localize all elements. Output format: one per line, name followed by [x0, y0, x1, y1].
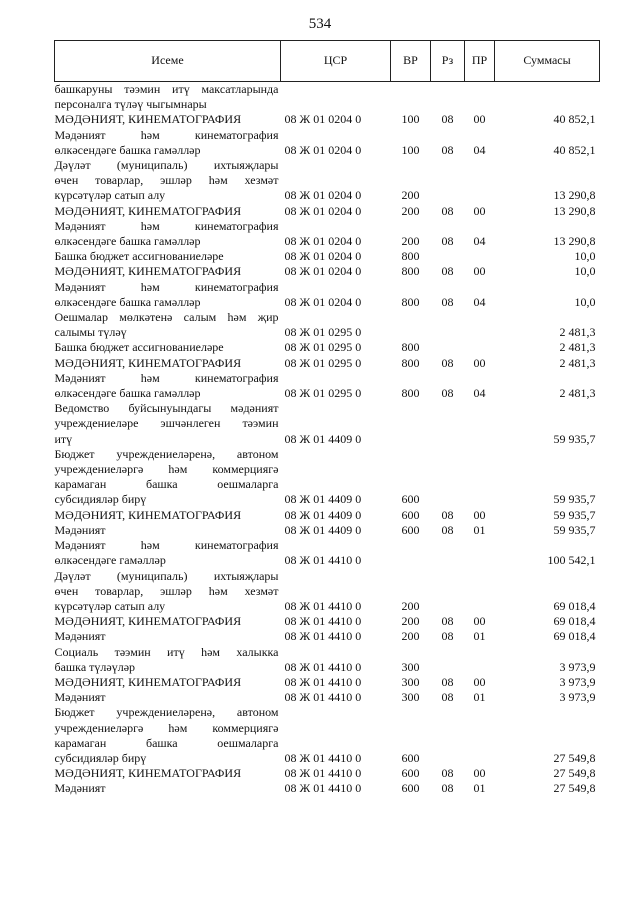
- cell-csr: 08 Ж 01 0204 0: [284, 112, 362, 127]
- cell-name-line: күрсәтүләр сатып алу: [54, 598, 166, 613]
- cell-pr: [465, 447, 495, 508]
- cell-vr: 800: [401, 294, 420, 309]
- cell-name-line: Мәдәният һәм кинематография: [54, 218, 279, 233]
- cell-sum: 100 542,1: [547, 553, 596, 568]
- cell-sum: 2 481,3: [559, 355, 596, 370]
- cell-name-line: персоналга түләү чыгымнары: [54, 97, 207, 112]
- cell-sum: 27 549,8: [553, 750, 596, 765]
- cell-name-line: МӘДӘНИЯТ, КИНЕМАТОГРАФИЯ: [54, 203, 242, 218]
- cell-vr: 600: [401, 781, 420, 796]
- cell-sum: 3 973,9: [559, 659, 596, 674]
- cell-name: [55, 371, 281, 401]
- cell-pr: [465, 310, 495, 340]
- cell-name-line: башкаруны тәэмин итү максатларында: [54, 82, 279, 96]
- cell-name-line: Мәдәният һәм кинематография: [54, 538, 279, 553]
- cell-csr: 08 Ж 01 0295 0: [284, 355, 362, 370]
- cell-vr: 300: [401, 659, 420, 674]
- cell-rz: [431, 569, 465, 615]
- cell-pr: 00: [473, 203, 486, 218]
- cell-sum: [495, 82, 600, 113]
- cell-rz: 08: [441, 781, 454, 796]
- cell-name-line: МӘДӘНИЯТ, КИНЕМАТОГРАФИЯ: [54, 674, 242, 689]
- cell-vr: [391, 401, 431, 447]
- cell-sum: 3 973,9: [559, 690, 596, 705]
- cell-vr: 200: [401, 234, 420, 249]
- cell-csr: 08 Ж 01 0204 0: [284, 249, 362, 264]
- cell-rz: 08: [441, 690, 454, 705]
- cell-csr: 08 Ж 01 0204 0: [284, 188, 362, 203]
- table-row: [55, 401, 600, 447]
- cell-name-line: салымы түләү: [54, 325, 127, 340]
- cell-vr: 800: [401, 386, 420, 401]
- cell-csr: 08 Ж 01 4409 0: [284, 492, 362, 507]
- cell-name-line: Мәдәният һәм кинематография: [54, 279, 279, 294]
- table-row: [55, 280, 600, 310]
- table-row: [55, 249, 600, 264]
- cell-sum: 59 935,7: [553, 507, 596, 522]
- cell-name: [55, 705, 281, 766]
- cell-rz: 08: [441, 355, 454, 370]
- cell-csr: 08 Ж 01 4409 0: [284, 522, 362, 537]
- cell-rz: [431, 447, 465, 508]
- cell-csr: 08 Ж 01 4410 0: [284, 674, 362, 689]
- cell-pr: 00: [473, 614, 486, 629]
- cell-csr: 08 Ж 01 4410 0: [284, 629, 362, 644]
- cell-name-line: карамаган башка оешмаларга: [54, 477, 279, 492]
- table-row: [55, 781, 600, 796]
- header-rz: Рз: [431, 41, 465, 82]
- cell-name: [55, 508, 281, 523]
- cell-rz: [431, 82, 465, 113]
- table-row: [55, 219, 600, 249]
- cell-name-line: Мәдәният: [54, 781, 106, 796]
- cell-name-line: субсидияләр бирү: [54, 750, 147, 765]
- cell-vr: 800: [401, 340, 420, 355]
- cell-name: [55, 523, 281, 538]
- cell-name: [55, 249, 281, 264]
- cell-sum: 13 290,8: [553, 234, 596, 249]
- cell-sum: 13 290,8: [553, 188, 596, 203]
- cell-rz: 08: [441, 766, 454, 781]
- cell-name-line: учреждениеләргә һәм коммерциягә: [54, 462, 279, 477]
- cell-csr: 08 Ж 01 0204 0: [284, 142, 362, 157]
- page-number: 534: [308, 16, 332, 32]
- cell-sum: 2 481,3: [559, 386, 596, 401]
- table-row: [55, 264, 600, 279]
- cell-name-line: МӘДӘНИЯТ, КИНЕМАТОГРАФИЯ: [54, 614, 242, 629]
- cell-pr: [465, 705, 495, 766]
- cell-vr: 600: [401, 750, 420, 765]
- cell-rz: 08: [441, 629, 454, 644]
- cell-rz: [431, 310, 465, 340]
- cell-name: [55, 690, 281, 705]
- cell-sum: 40 852,1: [553, 142, 596, 157]
- cell-csr: 08 Ж 01 4410 0: [284, 766, 362, 781]
- table-row: [55, 340, 600, 355]
- cell-name-line: өлкәсендәге башка гамәлләр: [54, 234, 201, 249]
- cell-csr: 08 Ж 01 4409 0: [284, 507, 362, 522]
- cell-csr: 08 Ж 01 0295 0: [284, 325, 362, 340]
- cell-name: [55, 569, 281, 615]
- cell-sum: 69 018,4: [553, 598, 596, 613]
- cell-name: [55, 401, 281, 447]
- cell-csr: 08 Ж 01 4410 0: [284, 614, 362, 629]
- cell-pr: 00: [473, 674, 486, 689]
- cell-name: [55, 766, 281, 781]
- cell-name-line: субсидияләр бирү: [54, 492, 147, 507]
- cell-name-line: МӘДӘНИЯТ, КИНЕМАТОГРАФИЯ: [54, 507, 242, 522]
- cell-name: [55, 280, 281, 310]
- cell-sum: 2 481,3: [559, 325, 596, 340]
- cell-name-line: итү: [54, 431, 73, 446]
- cell-name-line: учреждениеләргә һәм коммерциягә: [54, 720, 279, 735]
- cell-pr: [465, 401, 495, 447]
- cell-vr: 100: [401, 112, 420, 127]
- cell-name: [55, 82, 281, 113]
- cell-sum: 3 973,9: [559, 674, 596, 689]
- cell-name-line: МӘДӘНИЯТ, КИНЕМАТОГРАФИЯ: [54, 264, 242, 279]
- cell-rz: 08: [441, 234, 454, 249]
- table-body: [55, 82, 600, 797]
- cell-name: [55, 158, 281, 204]
- table-row: [55, 112, 600, 127]
- cell-sum: 59 935,7: [553, 431, 596, 446]
- cell-vr: 600: [401, 507, 420, 522]
- cell-name: [55, 310, 281, 340]
- cell-vr: 200: [401, 598, 420, 613]
- cell-vr: 200: [401, 203, 420, 218]
- cell-pr: 00: [473, 264, 486, 279]
- cell-csr: 08 Ж 01 0204 0: [284, 234, 362, 249]
- cell-name-line: өлкәсендәге башка гамәлләр: [54, 294, 201, 309]
- cell-pr: [465, 340, 495, 355]
- cell-name: [55, 219, 281, 249]
- header-name: Исеме: [55, 41, 281, 82]
- cell-name-line: өчен товарлар, эшләр һәм хезмәт: [54, 173, 279, 188]
- cell-name-line: Ведомство буйсынуындагы мәдәният: [54, 401, 279, 416]
- cell-pr: [465, 158, 495, 204]
- cell-name-line: Мәдәният һәм кинематография: [54, 370, 279, 385]
- cell-name-line: Мәдәният һәм кинематография: [54, 127, 279, 142]
- table-row: [55, 675, 600, 690]
- cell-name-line: МӘДӘНИЯТ, КИНЕМАТОГРАФИЯ: [54, 355, 242, 370]
- table-row: [55, 310, 600, 340]
- cell-rz: 08: [441, 522, 454, 537]
- cell-rz: 08: [441, 203, 454, 218]
- table-row: [55, 569, 600, 615]
- cell-name-line: Бюджет учреждениеләренә, автоном: [54, 705, 279, 720]
- header-pr: ПР: [465, 41, 495, 82]
- cell-vr: 300: [401, 674, 420, 689]
- cell-pr: 04: [473, 234, 486, 249]
- cell-rz: 08: [441, 614, 454, 629]
- cell-csr: 08 Ж 01 4410 0: [284, 553, 362, 568]
- header-sum: Суммасы: [495, 41, 600, 82]
- cell-csr: 08 Ж 01 0295 0: [284, 386, 362, 401]
- cell-name: [55, 356, 281, 371]
- table-row: [55, 538, 600, 568]
- cell-name: [55, 538, 281, 568]
- cell-sum: 10,0: [574, 294, 596, 309]
- cell-name-line: өлкәсендәге гамәлләр: [54, 553, 166, 568]
- cell-rz: [431, 538, 465, 568]
- cell-vr: [391, 82, 431, 113]
- cell-name-line: Мәдәният: [54, 690, 106, 705]
- table-row: [55, 690, 600, 705]
- cell-sum: 59 935,7: [553, 522, 596, 537]
- cell-name: [55, 128, 281, 158]
- cell-rz: [431, 705, 465, 766]
- cell-rz: 08: [441, 386, 454, 401]
- cell-name-line: учреждениеләре эшчәнлеген тәэмин: [54, 416, 279, 431]
- cell-vr: 100: [401, 142, 420, 157]
- table-row: [55, 614, 600, 629]
- cell-pr: 01: [473, 629, 486, 644]
- cell-name: [55, 614, 281, 629]
- cell-name-line: Башка бюджет ассигнованиеләре: [54, 249, 224, 264]
- cell-sum: 2 481,3: [559, 340, 596, 355]
- cell-rz: 08: [441, 294, 454, 309]
- table-row: [55, 82, 600, 113]
- cell-pr: 01: [473, 522, 486, 537]
- header-vr: ВР: [391, 41, 431, 82]
- cell-name-line: өлкәсендәге башка гамәлләр: [54, 386, 201, 401]
- cell-name: [55, 781, 281, 796]
- cell-pr: 00: [473, 766, 486, 781]
- cell-csr: 08 Ж 01 4410 0: [284, 781, 362, 796]
- cell-pr: [465, 538, 495, 568]
- cell-vr: 300: [401, 690, 420, 705]
- table-row: [55, 629, 600, 644]
- cell-name-line: Мәдәният: [54, 629, 106, 644]
- cell-name-line: Башка бюджет ассигнованиеләре: [54, 340, 224, 355]
- cell-rz: 08: [441, 674, 454, 689]
- cell-name-line: Дәүләт (муниципаль) ихтыяҗлары: [54, 568, 279, 583]
- cell-vr: 600: [401, 492, 420, 507]
- cell-rz: 08: [441, 112, 454, 127]
- cell-vr: 200: [401, 629, 420, 644]
- cell-sum: 40 852,1: [553, 112, 596, 127]
- cell-vr: [391, 538, 431, 568]
- cell-rz: 08: [441, 507, 454, 522]
- cell-pr: 04: [473, 294, 486, 309]
- cell-csr: 08 Ж 01 4410 0: [284, 750, 362, 765]
- budget-table: [54, 40, 600, 797]
- table-row: [55, 523, 600, 538]
- cell-pr: 04: [473, 386, 486, 401]
- table-row: [55, 204, 600, 219]
- cell-name-line: МӘДӘНИЯТ, КИНЕМАТОГРАФИЯ: [54, 112, 242, 127]
- header-csr: ЦСР: [281, 41, 391, 82]
- table-row: [55, 356, 600, 371]
- table-row: [55, 447, 600, 508]
- cell-vr: [391, 310, 431, 340]
- cell-name: [55, 340, 281, 355]
- cell-name-line: карамаган башка оешмаларга: [54, 735, 279, 750]
- table-row: [55, 645, 600, 675]
- cell-pr: 01: [473, 781, 486, 796]
- cell-name: [55, 204, 281, 219]
- cell-name: [55, 675, 281, 690]
- table-row: [55, 508, 600, 523]
- cell-vr: 800: [401, 355, 420, 370]
- cell-csr: 08 Ж 01 0204 0: [284, 264, 362, 279]
- cell-vr: 200: [401, 188, 420, 203]
- cell-sum: 13 290,8: [553, 203, 596, 218]
- cell-name-line: өлкәсендәге башка гамәлләр: [54, 142, 201, 157]
- cell-pr: 01: [473, 690, 486, 705]
- header-row: [55, 41, 600, 82]
- cell-name-line: башка түләүләр: [54, 659, 136, 674]
- cell-vr: 800: [401, 249, 420, 264]
- cell-pr: 00: [473, 355, 486, 370]
- cell-vr: 600: [401, 522, 420, 537]
- cell-pr: 04: [473, 142, 486, 157]
- cell-rz: [431, 340, 465, 355]
- cell-csr: 08 Ж 01 4409 0: [284, 431, 362, 446]
- cell-rz: [431, 645, 465, 675]
- cell-rz: [431, 401, 465, 447]
- cell-sum: 27 549,8: [553, 766, 596, 781]
- cell-csr: [281, 82, 391, 113]
- cell-rz: 08: [441, 264, 454, 279]
- cell-name: [55, 629, 281, 644]
- table-header: [55, 41, 600, 82]
- cell-csr: 08 Ж 01 0204 0: [284, 203, 362, 218]
- cell-sum: 69 018,4: [553, 629, 596, 644]
- cell-csr: 08 Ж 01 4410 0: [284, 690, 362, 705]
- table-row: [55, 705, 600, 766]
- cell-vr: 200: [401, 614, 420, 629]
- cell-csr: 08 Ж 01 4410 0: [284, 598, 362, 613]
- cell-rz: [431, 158, 465, 204]
- cell-name-line: МӘДӘНИЯТ, КИНЕМАТОГРАФИЯ: [54, 766, 242, 781]
- cell-vr: 800: [401, 264, 420, 279]
- cell-csr: 08 Ж 01 4410 0: [284, 659, 362, 674]
- cell-pr: [465, 645, 495, 675]
- cell-name-line: Бюджет учреждениеләренә, автоном: [54, 446, 279, 461]
- cell-name-line: Дәүләт (муниципаль) ихтыяҗлары: [54, 158, 279, 173]
- table-row: [55, 128, 600, 158]
- table-row: [55, 371, 600, 401]
- cell-name: [55, 645, 281, 675]
- cell-name: [55, 112, 281, 127]
- cell-csr: 08 Ж 01 0204 0: [284, 294, 362, 309]
- cell-rz: 08: [441, 142, 454, 157]
- cell-csr: 08 Ж 01 0295 0: [284, 340, 362, 355]
- cell-pr: [465, 569, 495, 615]
- cell-sum: 10,0: [574, 264, 596, 279]
- cell-name: [55, 447, 281, 508]
- cell-name: [55, 264, 281, 279]
- cell-pr: [465, 249, 495, 264]
- cell-sum: 59 935,7: [553, 492, 596, 507]
- table-row: [55, 158, 600, 204]
- cell-name-line: Социаль тәэмин итү һәм халыкка: [54, 644, 279, 659]
- cell-sum: 10,0: [574, 249, 596, 264]
- cell-sum: 27 549,8: [553, 781, 596, 796]
- cell-sum: 69 018,4: [553, 614, 596, 629]
- cell-name-line: Мәдәният: [54, 522, 106, 537]
- cell-pr: 00: [473, 507, 486, 522]
- cell-name-line: күрсәтүләр сатып алу: [54, 188, 166, 203]
- cell-name-line: өчен товарлар, эшләр һәм хезмәт: [54, 583, 279, 598]
- cell-rz: [431, 249, 465, 264]
- cell-vr: 600: [401, 766, 420, 781]
- cell-name-line: Оешмалар мөлкәтенә салым һәм җир: [54, 310, 279, 325]
- cell-pr: [465, 82, 495, 113]
- table-row: [55, 766, 600, 781]
- cell-pr: 00: [473, 112, 486, 127]
